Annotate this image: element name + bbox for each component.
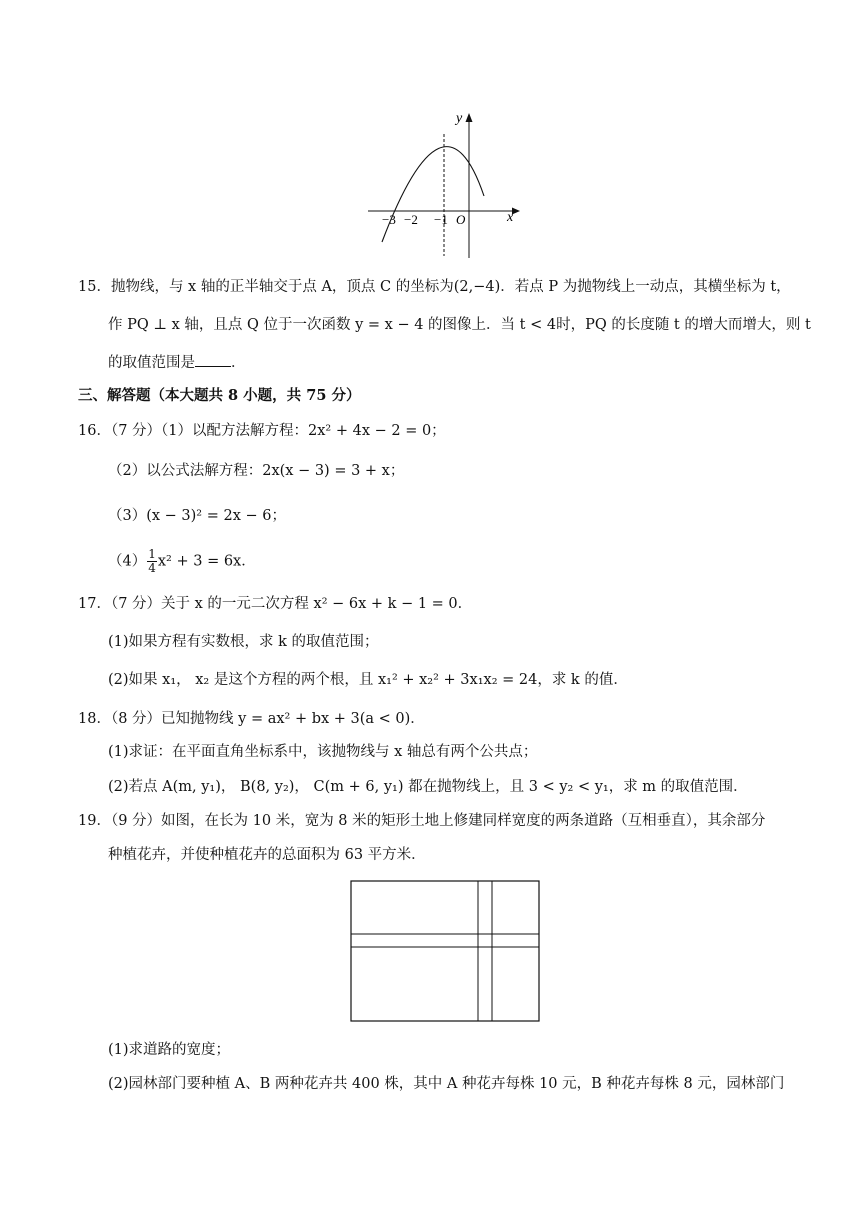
fraction-one-quarter <box>147 548 157 575</box>
q16-part4 <box>108 548 256 575</box>
q18-part1: (1)求证：在平面直角坐标系中，该抛物线与 x 轴总有两个公共点； <box>108 744 538 760</box>
fraction-denominator: 4 <box>148 561 156 575</box>
y-axis-label: y <box>456 111 463 126</box>
q19-part2: (2)园林部门要种植 A、B 两种花卉共 400 株，其中 A 种花卉每株 10 元，B 种花卉每株 8 元，园林部门 <box>108 1076 785 1092</box>
tick-label-minus-1: −1 <box>434 212 448 227</box>
land-rectangle <box>351 881 539 1021</box>
q16-part1: 16．（7 分）（1）以配方法解方程：2x² + 4x − 2 = 0； <box>78 423 446 439</box>
q17-part2: (2)如果 x₁， x₂ 是这个方程的两个根，且 x₁² + x₂² + 3x₁x₂ = 24，求 k 的值． <box>108 672 628 688</box>
y-axis-arrow <box>466 113 473 122</box>
q16-part4-rest: x² + 3 = 6x． <box>157 553 256 570</box>
q15-line2: 作 PQ ⊥ x 轴，且点 Q 位于一次函数 y = x − 4 的图像上．当 t < 4时，PQ 的长度随 t 的增大而增大，则 t <box>108 317 811 333</box>
q18-part2: (2)若点 A(m, y₁)， B(8, y₂)， C(m + 6, y₁) 都在抛物线上，且 3 < y₂ < y₁，求 m 的取值范围． <box>108 779 748 795</box>
q16-part2: （2）以公式法解方程：2x(x − 3) = 3 + x； <box>108 463 405 479</box>
answer-blank <box>195 352 231 367</box>
q19-line1: 19．（9 分）如图，在长为 10 米，宽为 8 米的矩形土地上修建同样宽度的两条道路（互相垂直），其余部分 <box>78 813 766 829</box>
q17-part1: (1)如果方程有实数根，求 k 的取值范围； <box>108 634 379 650</box>
q19-part1: (1)求道路的宽度； <box>108 1042 231 1058</box>
q16-part4-prefix: （4） <box>108 553 147 570</box>
tick-label-minus-2: −2 <box>404 212 418 227</box>
q15-line3 <box>108 352 246 373</box>
q17-stem: 17．（7 分）关于 x 的一元二次方程 x² − 6x + k − 1 = 0． <box>78 596 473 612</box>
fraction-numerator: 1 <box>148 547 156 561</box>
q15-line3-end: ． <box>231 355 246 371</box>
tick-label-minus-3: −3 <box>382 212 396 227</box>
parabola-graph <box>360 108 530 260</box>
origin-label: O <box>456 212 466 227</box>
q15-line3-text: 的取值范围是 <box>108 355 195 371</box>
q18-stem: 18．（8 分）已知抛物线 y = ax² + bx + 3(a < 0)． <box>78 711 425 727</box>
section-heading: 三、解答题（本大题共 8 小题，共 75 分） <box>78 387 361 404</box>
x-axis-label: x <box>507 210 514 225</box>
q19-line2: 种植花卉，并使种植花卉的总面积为 63 平方米． <box>108 847 426 863</box>
q16-part3: （3）(x − 3)² = 2x − 6； <box>108 508 286 524</box>
q15-line1: 15．抛物线，与 x 轴的正半轴交于点 A，顶点 C 的坐标为(2,−4)．若点 P 为抛物线上一动点，其横坐标为 t， <box>78 279 791 295</box>
road-diagram <box>350 880 542 1024</box>
